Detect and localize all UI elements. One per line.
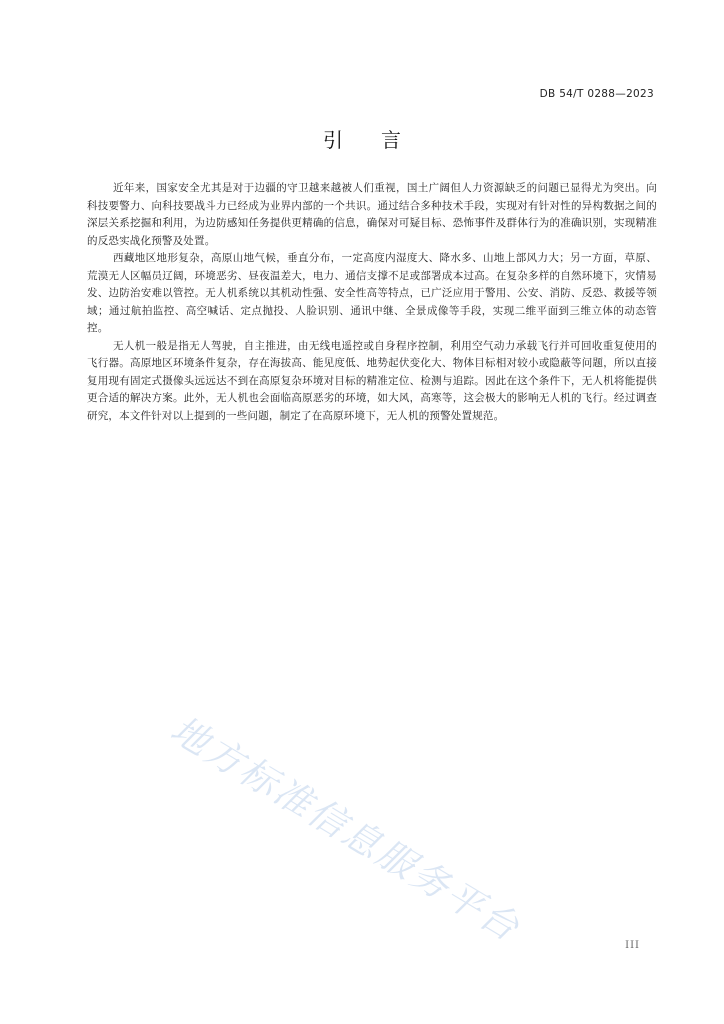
paragraph-3: 无人机一般是指无人驾驶，自主推进，由无线电遥控或自身程序控制，利用空气动力承载飞行并可回收重复使用的飞行器。高原地区环境条件复杂，存在海拔高、能见度低、地势起伏变化大、物体目标相对较小或隐蔽等问题，所以直接复用现有固定式摄像头远远达不到在高原复杂环境对目标的精准定位、检测与追踪。因此在这个条件下，无人机将能提供更合适的解决方案。此外，无人机也会面临高原恶劣的环境，如大风，高寒等，这会极大的影响无人机的飞行。经过调查研究，本文件针对以上提到的一些问题，制定了在高原环境下，无人机的预警处置规范。	[87, 339, 657, 422]
page-title: 引言	[323, 128, 439, 152]
paragraph-1: 近年来，国家安全尤其是对于边疆的守卫越来越被人们重视，国土广阔但人力资源缺乏的问题已显得尤为突出。向科技要警力、向科技要战斗力已经成为业界内部的一个共识。通过结合多种技术手段，实现对有针对性的异构数据之间的深层关系挖掘和利用，为边防感知任务提供更精确的信息，确保对可疑目标、恐怖事件及群体行为的准确识别，实现精准的反恐实战化预警及处置。	[87, 182, 657, 247]
watermark: 地方标准信息服务平台	[163, 707, 529, 951]
document-code: DB 54/T 0288—2023	[539, 88, 654, 100]
body-text	[87, 180, 657, 425]
paragraph-2: 西藏地区地形复杂，高原山地气候，垂直分布，一定高度内湿度大、降水多、山地上部风力大；另一方面，草原、荒漠无人区幅员辽阔，环境恶劣、昼夜温差大，电力、通信支撑不足或部署成本过高。在复杂多样的自然环境下，灾情易发、边防治安难以管控。无人机系统以其机动性强、安全性高等特点，已广泛应用于警用、公安、消防、反恐、救援等领域；通过航拍监控、高空喊话、定点抛投、人脸识别、通讯中继、全景成像等手段，实现二维平面到三维立体的动态管控。	[87, 252, 657, 334]
page-number: III	[625, 940, 640, 951]
